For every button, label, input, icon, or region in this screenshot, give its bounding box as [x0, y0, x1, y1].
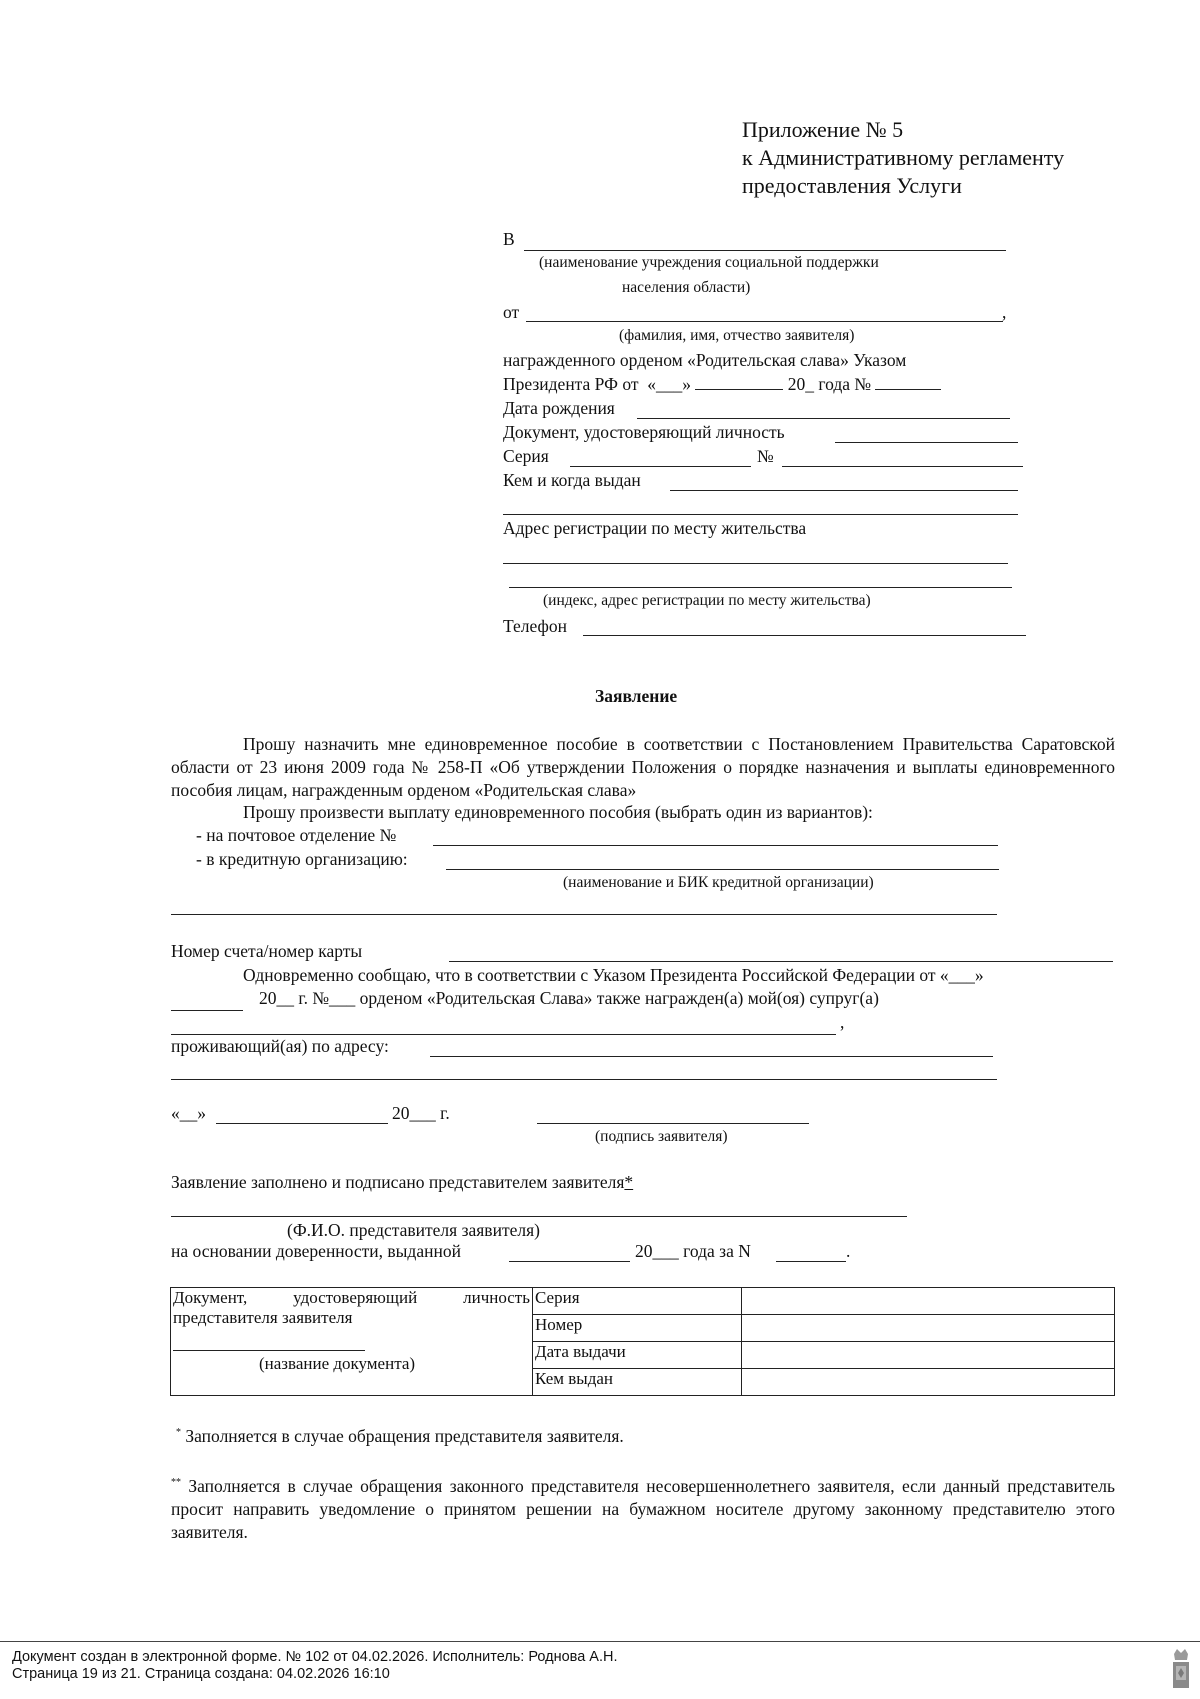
representative-document-table	[170, 1287, 1115, 1396]
awarded-decree-number-field[interactable]	[875, 374, 941, 390]
account-label: Номер счета/номер карты	[171, 941, 363, 961]
from-prefix: от	[503, 302, 520, 322]
id-number-field[interactable]	[782, 466, 1023, 467]
to-prefix: В	[503, 229, 515, 249]
representative-name-field[interactable]	[171, 1216, 907, 1217]
spouse-address-field[interactable]	[430, 1056, 993, 1057]
spouse-name-field[interactable]	[171, 1034, 836, 1035]
spouse-address-label: проживающий(ая) по адресу:	[171, 1036, 389, 1056]
doc-label-2: представителя заявителя	[173, 1308, 353, 1327]
birth-date-field[interactable]	[637, 418, 1010, 419]
awarded-year: 20_ года №	[787, 374, 872, 394]
reg-address-field-2[interactable]	[509, 587, 1012, 588]
representative-asterisk: *	[624, 1172, 634, 1192]
bank-hint: (наименование и БИК кредитной организации)	[563, 874, 874, 891]
coat-of-arms-icon	[1170, 1646, 1192, 1690]
note-2-mark: **	[171, 1477, 181, 1488]
spouse-month-field[interactable]	[171, 1010, 243, 1011]
reg-address-label: Адрес регистрации по месту жительства	[503, 518, 807, 538]
proxy-year: 20___ года за N	[635, 1241, 751, 1261]
representative-name-hint: (Ф.И.О. представителя заявителя)	[287, 1220, 540, 1240]
option-bank-label: - в кредитную организацию:	[196, 849, 408, 869]
birth-date-label: Дата рождения	[503, 398, 615, 418]
issue-date-cell[interactable]	[742, 1342, 1115, 1369]
from-line[interactable]	[526, 321, 1003, 322]
issued-by-field-2[interactable]	[503, 514, 1018, 515]
proxy-end: .	[846, 1241, 851, 1261]
spouse-comma: ,	[840, 1012, 845, 1032]
awarded-line-1: награжденного орденом «Родительская слава» Указом	[503, 350, 907, 370]
row-label-number: Номер	[533, 1315, 742, 1342]
to-line[interactable]	[524, 250, 1006, 251]
option-post-label: - на почтовое отделение №	[196, 825, 397, 845]
phone-field[interactable]	[583, 635, 1026, 636]
note-1-mark: *	[176, 1427, 181, 1439]
doc-name-hint: (название документа)	[259, 1354, 416, 1373]
spouse-line-2: 20__ г. №___ орденом «Родительская Слава» также награжден(а) мой(оя) супруг(а)	[259, 988, 879, 1008]
to-hint-1: (наименование учреждения социальной поддержки	[539, 254, 879, 271]
doc-name-field[interactable]	[173, 1328, 365, 1351]
number-sign: №	[757, 446, 774, 466]
signature-field[interactable]	[537, 1123, 809, 1124]
id-document-label: Документ, удостоверяющий личность	[503, 422, 785, 442]
representative-text: Заявление заполнено и подписано представителем заявителя	[171, 1172, 625, 1192]
date-month-field[interactable]	[216, 1123, 388, 1124]
series-label: Серия	[503, 446, 549, 466]
id-document-field[interactable]	[835, 442, 1018, 443]
bank-field-2[interactable]	[171, 914, 997, 915]
row-label-issued-by: Кем выдан	[533, 1369, 742, 1396]
awarded-day: «___»	[647, 374, 691, 394]
note-1	[176, 1426, 624, 1447]
issued-by-label: Кем и когда выдан	[503, 470, 641, 490]
awarded-month-field[interactable]	[695, 374, 783, 390]
representative-label	[171, 1172, 633, 1193]
footer-line-2: Страница 19 из 21. Страница создана: 04.02.2026 16:10	[12, 1666, 390, 1682]
proxy-number-field[interactable]	[776, 1261, 846, 1262]
series-field[interactable]	[570, 466, 751, 467]
signature-hint: (подпись заявителя)	[595, 1128, 728, 1145]
spouse-address-field-2[interactable]	[171, 1079, 997, 1080]
awarded-president: Президента РФ от	[503, 374, 639, 394]
phone-label: Телефон	[503, 616, 567, 636]
issued-by-field[interactable]	[670, 490, 1018, 491]
series-cell[interactable]	[742, 1288, 1115, 1315]
appendix-number: Приложение № 5	[742, 117, 904, 142]
payment-choice-text: Прошу произвести выплату единовременного пособия (выбрать один из вариантов):	[243, 802, 873, 822]
date-day: «__»	[171, 1103, 206, 1123]
proxy-issued-field[interactable]	[509, 1261, 630, 1262]
date-year: 20___ г.	[392, 1103, 450, 1123]
appendix-service: предоставления Услуги	[742, 173, 962, 198]
from-hint: (фамилия, имя, отчество заявителя)	[619, 327, 855, 344]
proxy-label: на основании доверенности, выданной	[171, 1241, 461, 1261]
reg-address-field-1[interactable]	[503, 563, 1008, 564]
to-hint-2: населения области)	[622, 279, 751, 296]
request-paragraph: Прошу назначить мне единовременное пособие в соответствии с Постановлением Правительства Саратовской области от 23 июня 2009 года № 258-П «Об утверждении Положения о порядке назначения и выплаты единовременного пособия лицам, награжденным орденом «Родительская слава»	[171, 734, 1115, 800]
note-1-text: Заполняется в случае обращения представителя заявителя.	[185, 1426, 624, 1446]
reg-address-hint: (индекс, адрес регистрации по месту жительства)	[543, 592, 871, 609]
spouse-line-1: Одновременно сообщаю, что в соответствии с Указом Президента Российской Федерации от «___»	[243, 965, 984, 985]
account-field[interactable]	[449, 961, 1113, 962]
issued-by-cell[interactable]	[742, 1369, 1115, 1396]
page-title: Заявление	[595, 686, 678, 706]
doc-label-cell	[171, 1288, 533, 1396]
table-row	[171, 1288, 1115, 1315]
note-2	[171, 1471, 1115, 1544]
awarded-line-2	[503, 374, 941, 395]
bank-field[interactable]	[446, 869, 999, 870]
appendix-regulation: к Административному регламенту	[742, 145, 1065, 170]
note-2-text: Заполняется в случае обращения законного представителя несовершеннолетнего заявителя, если данный представитель просит направить уведомление о принятом решении на бумажном носителе другому законному представителю этого заявителя.	[171, 1475, 1115, 1542]
number-cell[interactable]	[742, 1315, 1115, 1342]
row-label-series: Серия	[533, 1288, 742, 1315]
footer-line-1: Документ создан в электронной форме. № 102 от 04.02.2026. Исполнитель: Роднова А.Н.	[12, 1649, 618, 1665]
doc-label-1: Документ, удостоверяющий личность	[173, 1288, 530, 1307]
footer	[0, 1641, 1200, 1699]
from-comma: ,	[1002, 302, 1007, 322]
post-office-number-field[interactable]	[433, 845, 998, 846]
row-label-issue-date: Дата выдачи	[533, 1342, 742, 1369]
